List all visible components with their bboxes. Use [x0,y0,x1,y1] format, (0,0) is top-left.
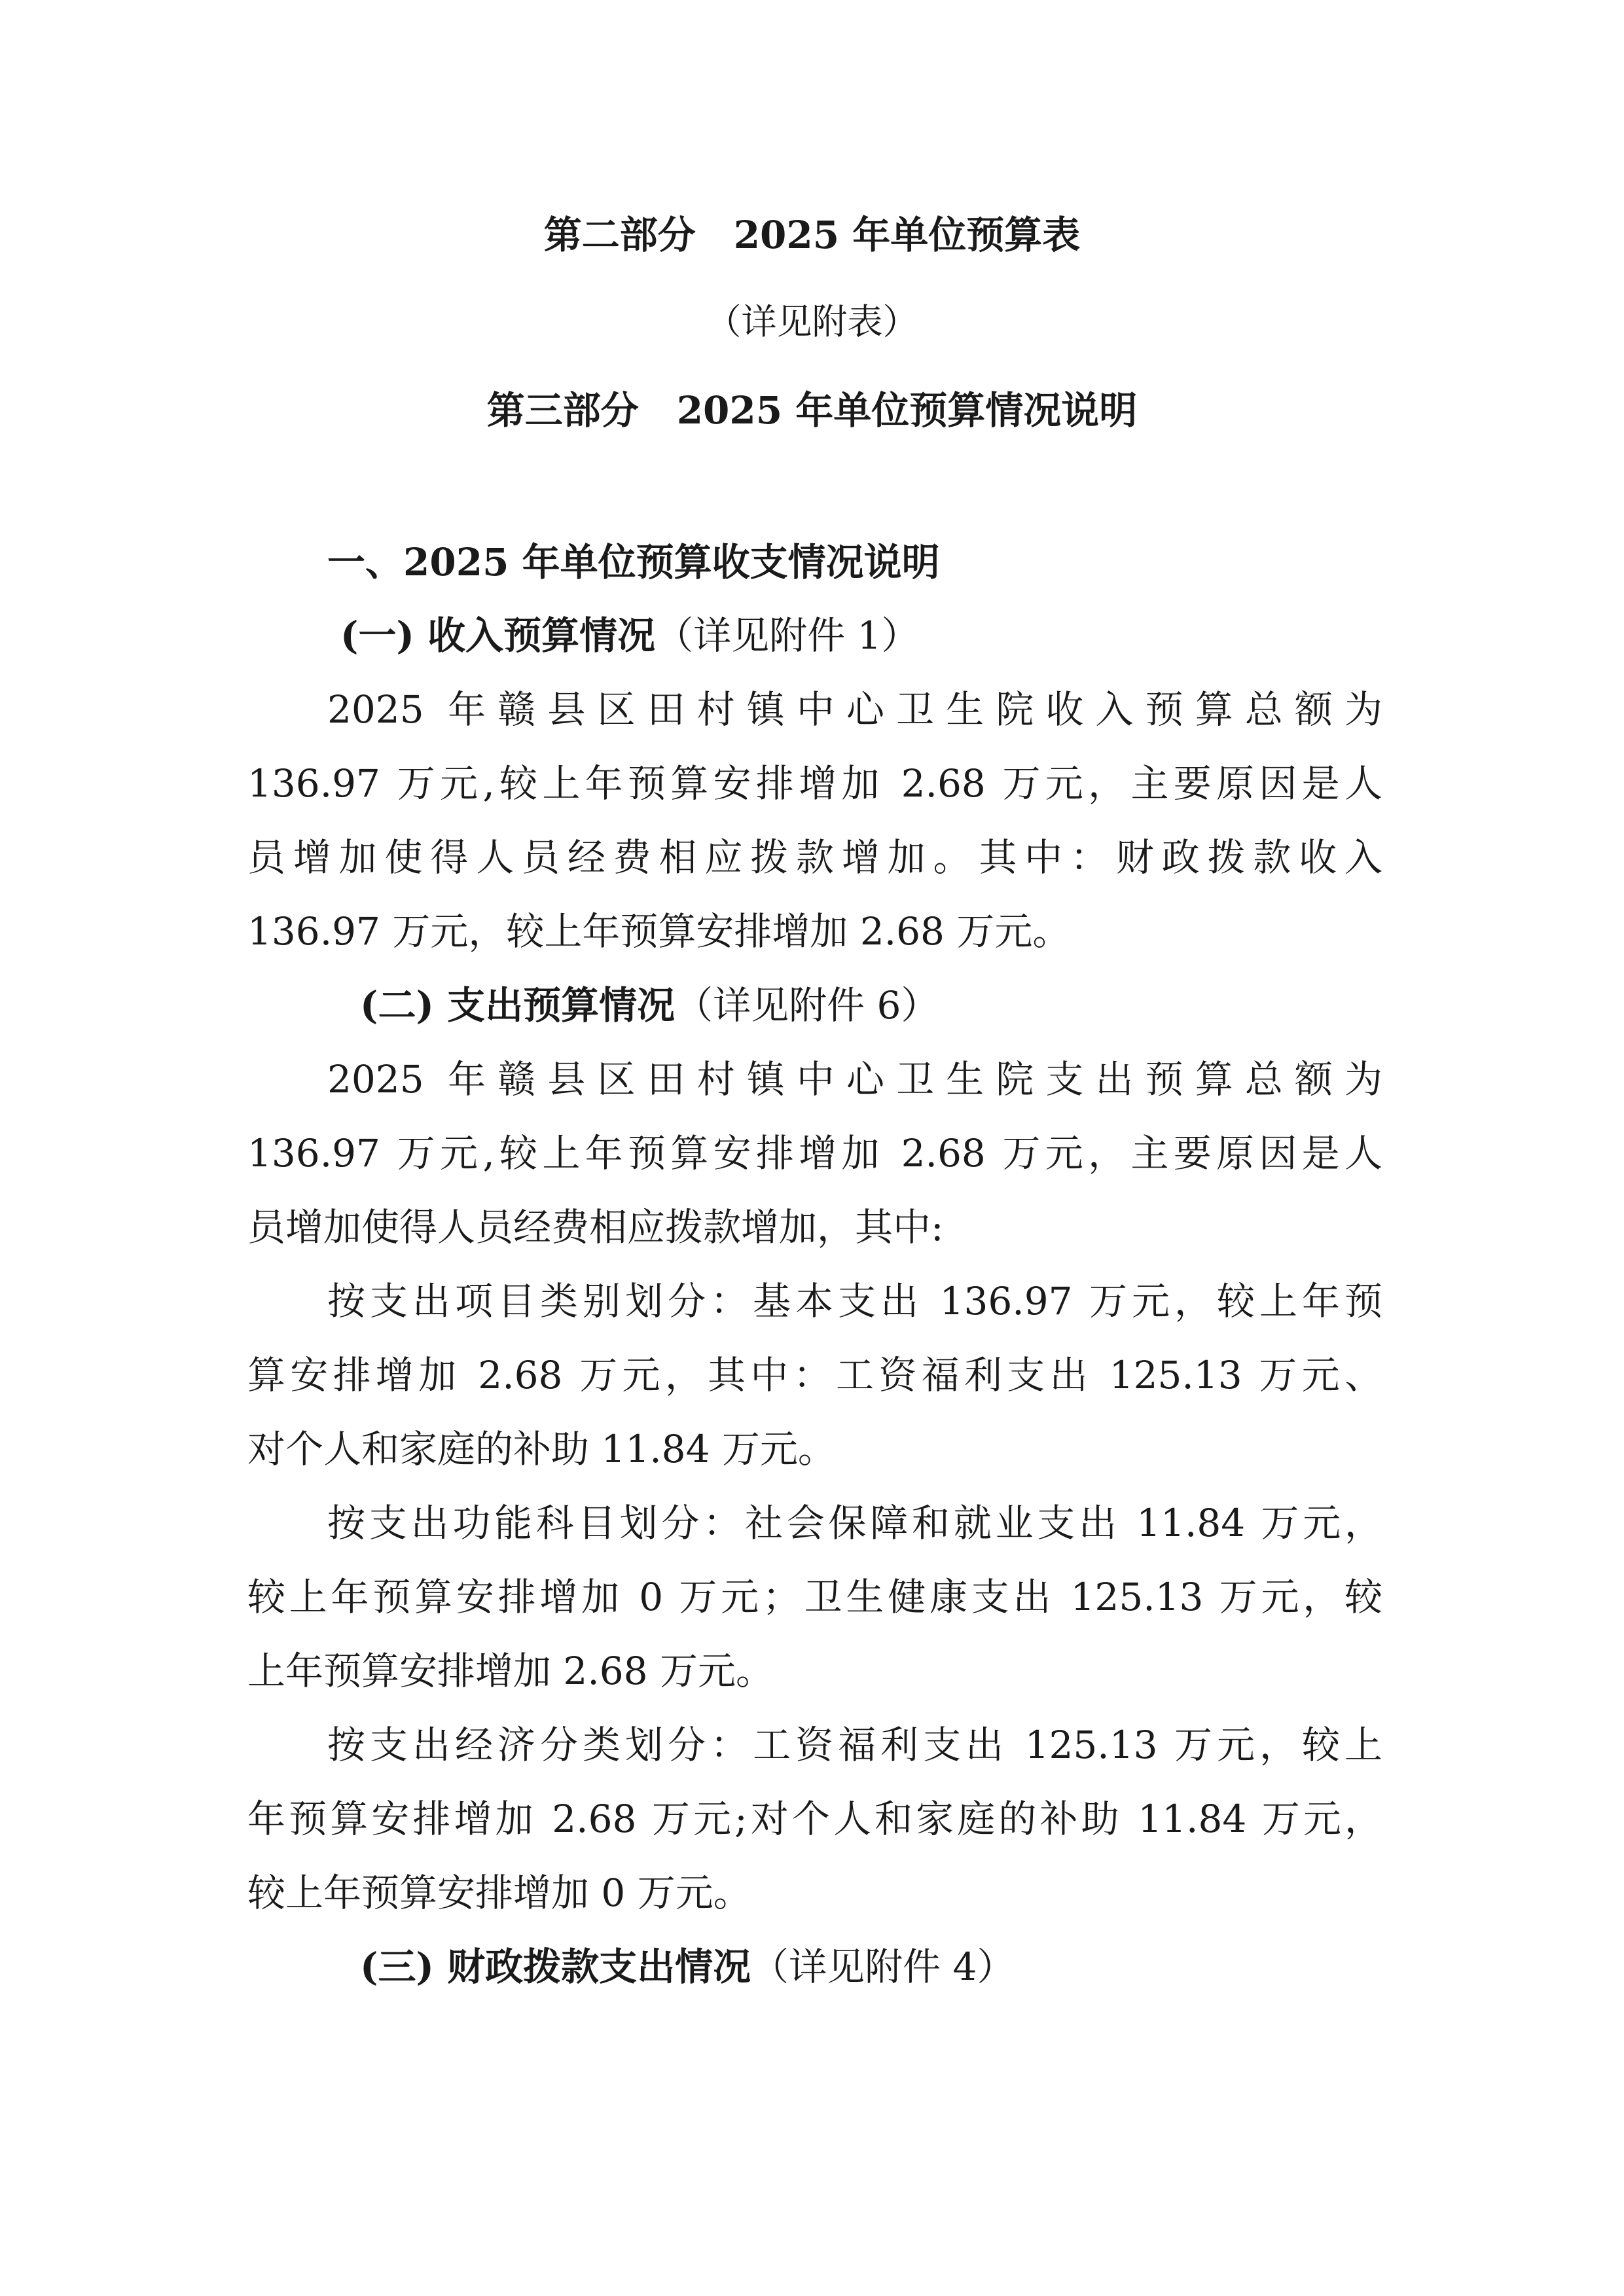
expense-heading-note: （详见附件 6） [675,983,939,1028]
section1-heading: 一、2025 年单位预算收支情况说明 [327,540,940,584]
expense-line-2: 136.97 万元,较上年预算安排增加 2.68 万元，主要原因是人 [247,1131,1382,1175]
income-line-2: 136.97 万元,较上年预算安排增加 2.68 万元，主要原因是人 [247,761,1382,806]
income-line-3: 员增加使得人员经费相应拨款增加。其中：财政拨款收入 [247,835,1382,880]
expense-heading-line [360,983,939,1028]
income-heading-note: （详见附件 1） [655,613,920,658]
by-project-line-3: 对个人和家庭的补助 11.84 万元。 [247,1427,836,1471]
fiscal-heading: (三) 财政拨款支出情况 [360,1945,751,1989]
fiscal-heading-line [360,1945,1015,1989]
by-economic-line-3: 较上年预算安排增加 0 万元。 [247,1871,751,1915]
by-economic-line-1: 按支出经济分类划分：工资福利支出 125.13 万元，较上 [327,1723,1382,1767]
income-heading-line [340,613,920,658]
income-line-1: 2025 年赣县区田村镇中心卫生院收入预算总额为 [327,687,1382,732]
part2-title: 第二部分 2025 年单位预算表 [543,213,1081,257]
expense-line-1: 2025 年赣县区田村镇中心卫生院支出预算总额为 [327,1057,1382,1102]
expense-heading: (二) 支出预算情况 [360,983,676,1028]
by-project-line-1: 按支出项目类别划分：基本支出 136.97 万元，较上年预 [327,1279,1382,1323]
part3-title: 第三部分 2025 年单位预算情况说明 [486,388,1138,433]
fiscal-heading-note: （详见附件 4） [751,1945,1015,1989]
by-economic-line-2: 年预算安排增加 2.68 万元;对个人和家庭的补助 11.84 万元， [247,1797,1382,1841]
part2-note: （详见附表） [706,301,918,342]
by-function-line-2: 较上年预算安排增加 0 万元；卫生健康支出 125.13 万元，较 [247,1575,1382,1619]
income-heading: (一) 收入预算情况 [340,613,656,658]
income-line-4: 136.97 万元，较上年预算安排增加 2.68 万元。 [247,909,1071,954]
expense-line-3: 员增加使得人员经费相应拨款增加，其中: [247,1205,944,1249]
by-function-line-3: 上年预算安排增加 2.68 万元。 [247,1649,774,1693]
by-project-line-2: 算安排增加 2.68 万元，其中：工资福利支出 125.13 万元、 [247,1353,1382,1397]
by-function-line-1: 按支出功能科目划分：社会保障和就业支出 11.84 万元， [327,1501,1382,1545]
